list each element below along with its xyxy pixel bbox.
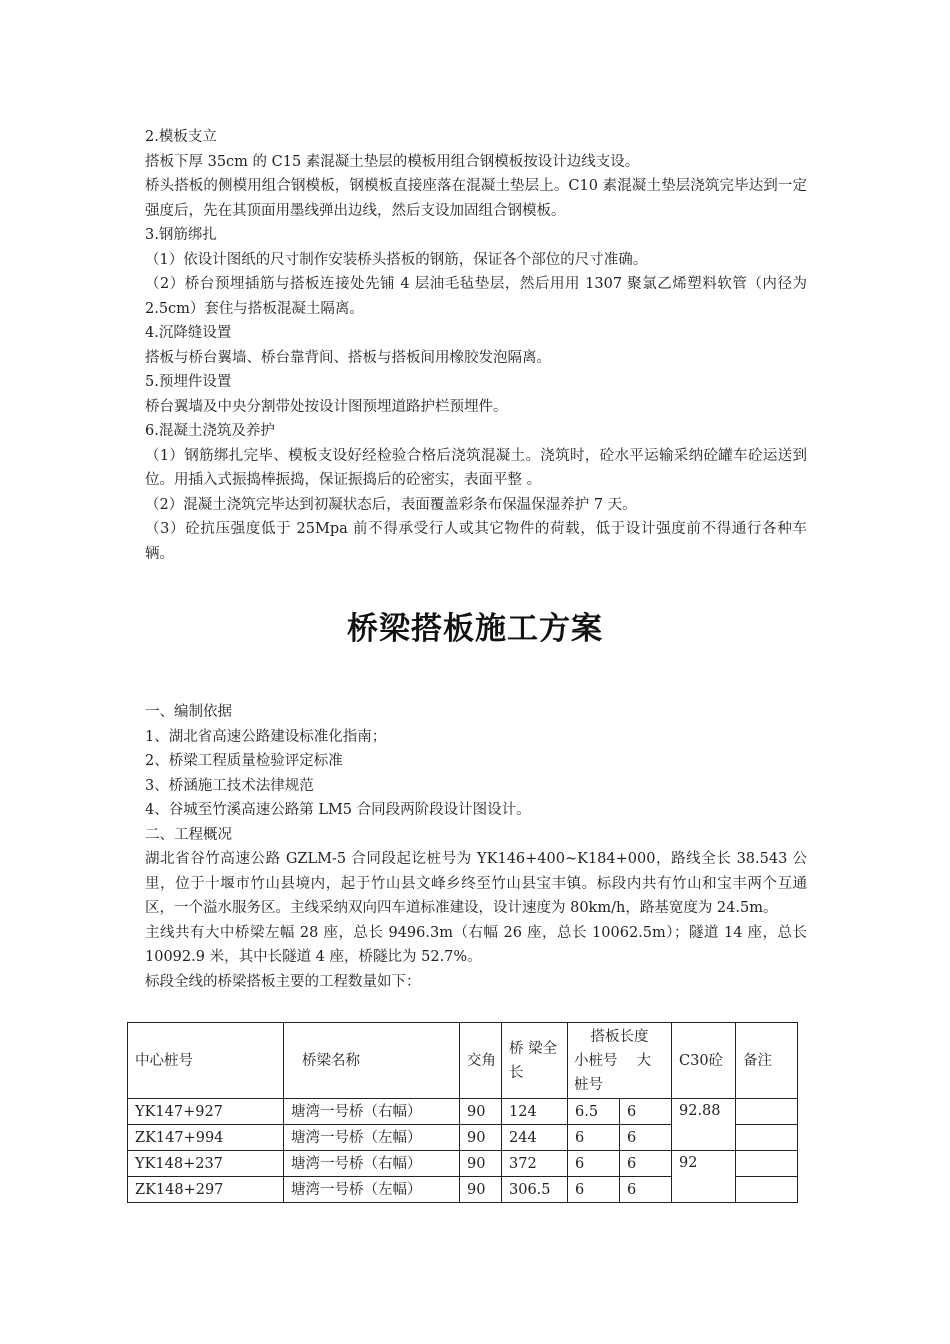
cell-big: 6 [620, 1099, 672, 1125]
header-slab-title: 搭板长度 [590, 1028, 649, 1045]
cell-station: ZK147+994 [128, 1125, 284, 1151]
cell-small: 6 [568, 1125, 620, 1151]
step-6-item-2: （2）混凝土浇筑完毕达到初凝状态后，表面覆盖彩条布保温保湿养护 7 天。 [145, 496, 637, 513]
cell-note [736, 1125, 798, 1151]
header-note: 备注 [736, 1023, 798, 1099]
cell-length: 372 [502, 1151, 568, 1177]
cell-bridge: 塘湾一号桥（左幅） [284, 1125, 460, 1151]
cell-length: 244 [502, 1125, 568, 1151]
step-3-item-2: （2）桥台预埋插筋与搭板连接处先铺 4 层油毛毡垫层，然后用用 1307 聚氯乙烯塑料软管（内径为 2.5cm）套住与搭板混凝土隔离。 [145, 276, 807, 317]
overview-paragraph-1: 湖北省谷竹高速公路 GZLM-5 合同段起讫桩号为 YK146+400~K184+000，路线全长 38.543 公里，位于十堰市竹山县境内，起于竹山县文峰乡终至竹山县宝丰镇。标段内共有竹山和宝丰两个互通区，一个溢水服务区。主线采纳双向四车道标准建设，设计速度为 80km/h，路基宽度为 24.5m。 [145, 851, 807, 916]
cell-length: 306.5 [502, 1177, 568, 1203]
basis-item-3: 3、桥涵施工技术法律规范 [145, 777, 314, 794]
cell-station: ZK148+297 [128, 1177, 284, 1203]
cell-angle: 90 [460, 1151, 502, 1177]
step-2-heading: 2.模板支立 [145, 129, 217, 145]
table-header-row [128, 1023, 798, 1099]
cell-small: 6 [568, 1151, 620, 1177]
cell-big: 6 [620, 1125, 672, 1151]
header-slab-length [568, 1023, 672, 1099]
cell-angle: 90 [460, 1099, 502, 1125]
cell-bridge: 塘湾一号桥（左幅） [284, 1177, 460, 1203]
quantity-table [127, 1022, 798, 1203]
header-bridge-length: 桥 梁全长 [502, 1023, 568, 1099]
cell-c30: 92 [672, 1151, 736, 1203]
cell-small: 6 [568, 1177, 620, 1203]
cell-angle: 90 [460, 1177, 502, 1203]
cell-length: 124 [502, 1099, 568, 1125]
step-3-item-1: （1）依设计图纸的尺寸制作安装桥头搭板的钢筋，保证各个部位的尺寸准确。 [145, 251, 648, 268]
basis-item-4: 4、谷城至竹溪高速公路第 LM5 合同段两阶段设计图设计。 [145, 802, 531, 818]
table-row [128, 1151, 798, 1177]
basis-item-1: 1、湖北省高速公路建设标准化指南； [145, 728, 387, 745]
overview-paragraph-2: 主线共有大中桥梁左幅 28 座，总长 9496.3m（右幅 26 座，总长 10062.5m）；隧道 14 座，总长 10092.9 米，其中长隧道 4 座，桥隧比为 52.7%。 [145, 924, 807, 965]
cell-note [736, 1177, 798, 1203]
table-row [128, 1099, 798, 1125]
header-bridge-name: 桥梁名称 [284, 1023, 460, 1099]
step-6-item-3: （3）砼抗压强度低于 25Mpa 前不得承受行人或其它物件的荷载，低于设计强度前不得通行各种车辆。 [145, 521, 807, 562]
document-title: 桥梁搭板施工方案 [347, 611, 603, 647]
cell-station: YK147+927 [128, 1099, 284, 1125]
step-6-item-1: （1）钢筋绑扎完毕、模板支设好经检验合格后浇筑混凝土。浇筑时，砼水平运输采纳砼罐车砼运送到位。用插入式振捣棒振捣，保证振捣后的砼密实，表面平整 。 [145, 447, 807, 488]
step-4-text: 搭板与桥台翼墙、桥台靠背间、搭板与搭板间用橡胶发泡隔离。 [145, 349, 551, 366]
header-angle: 交角 [460, 1023, 502, 1099]
overview-section [145, 700, 807, 994]
cell-note [736, 1099, 798, 1125]
basis-heading: 一、编制依据 [145, 704, 232, 720]
step-5-text: 桥台翼墙及中央分割带处按设计图预埋道路护栏预埋件。 [145, 398, 508, 415]
step-5-heading: 5.预埋件设置 [145, 374, 232, 390]
step-4-heading: 4.沉降缝设置 [145, 325, 232, 341]
construction-steps-section [145, 125, 807, 566]
header-station: 中心桩号 [128, 1023, 284, 1099]
cell-small: 6.5 [568, 1099, 620, 1125]
cell-angle: 90 [460, 1125, 502, 1151]
header-small-big: 小桩号 大桩号 [574, 1052, 652, 1093]
step-3-heading: 3.钢筋绑扎 [145, 227, 217, 243]
cell-note [736, 1151, 798, 1177]
cell-bridge: 塘湾一号桥（右幅） [284, 1151, 460, 1177]
cell-bridge: 塘湾一号桥（右幅） [284, 1099, 460, 1125]
overview-heading: 二、工程概况 [145, 826, 232, 843]
header-c30: C30砼 [672, 1023, 736, 1099]
table-intro: 标段全线的桥梁搭板主要的工程数量如下： [145, 973, 421, 990]
cell-big: 6 [620, 1151, 672, 1177]
cell-big: 6 [620, 1177, 672, 1203]
step-6-heading: 6.混凝土浇筑及养护 [145, 423, 275, 439]
basis-item-2: 2、桥梁工程质量检验评定标准 [145, 753, 343, 769]
step-2-text-1: 搭板下厚 35cm 的 C15 素混凝土垫层的模板用组合钢模板按设计边线支设。 [145, 153, 640, 170]
cell-c30: 92.88 [672, 1099, 736, 1151]
cell-station: YK148+237 [128, 1151, 284, 1177]
step-2-text-2: 桥头搭板的侧模用组合钢模板，钢模板直接座落在混凝土垫层上。C10 素混凝土垫层浇筑完毕达到一定强度后，先在其顶面用墨线弹出边线，然后支设加固组合钢模板。 [145, 178, 807, 219]
